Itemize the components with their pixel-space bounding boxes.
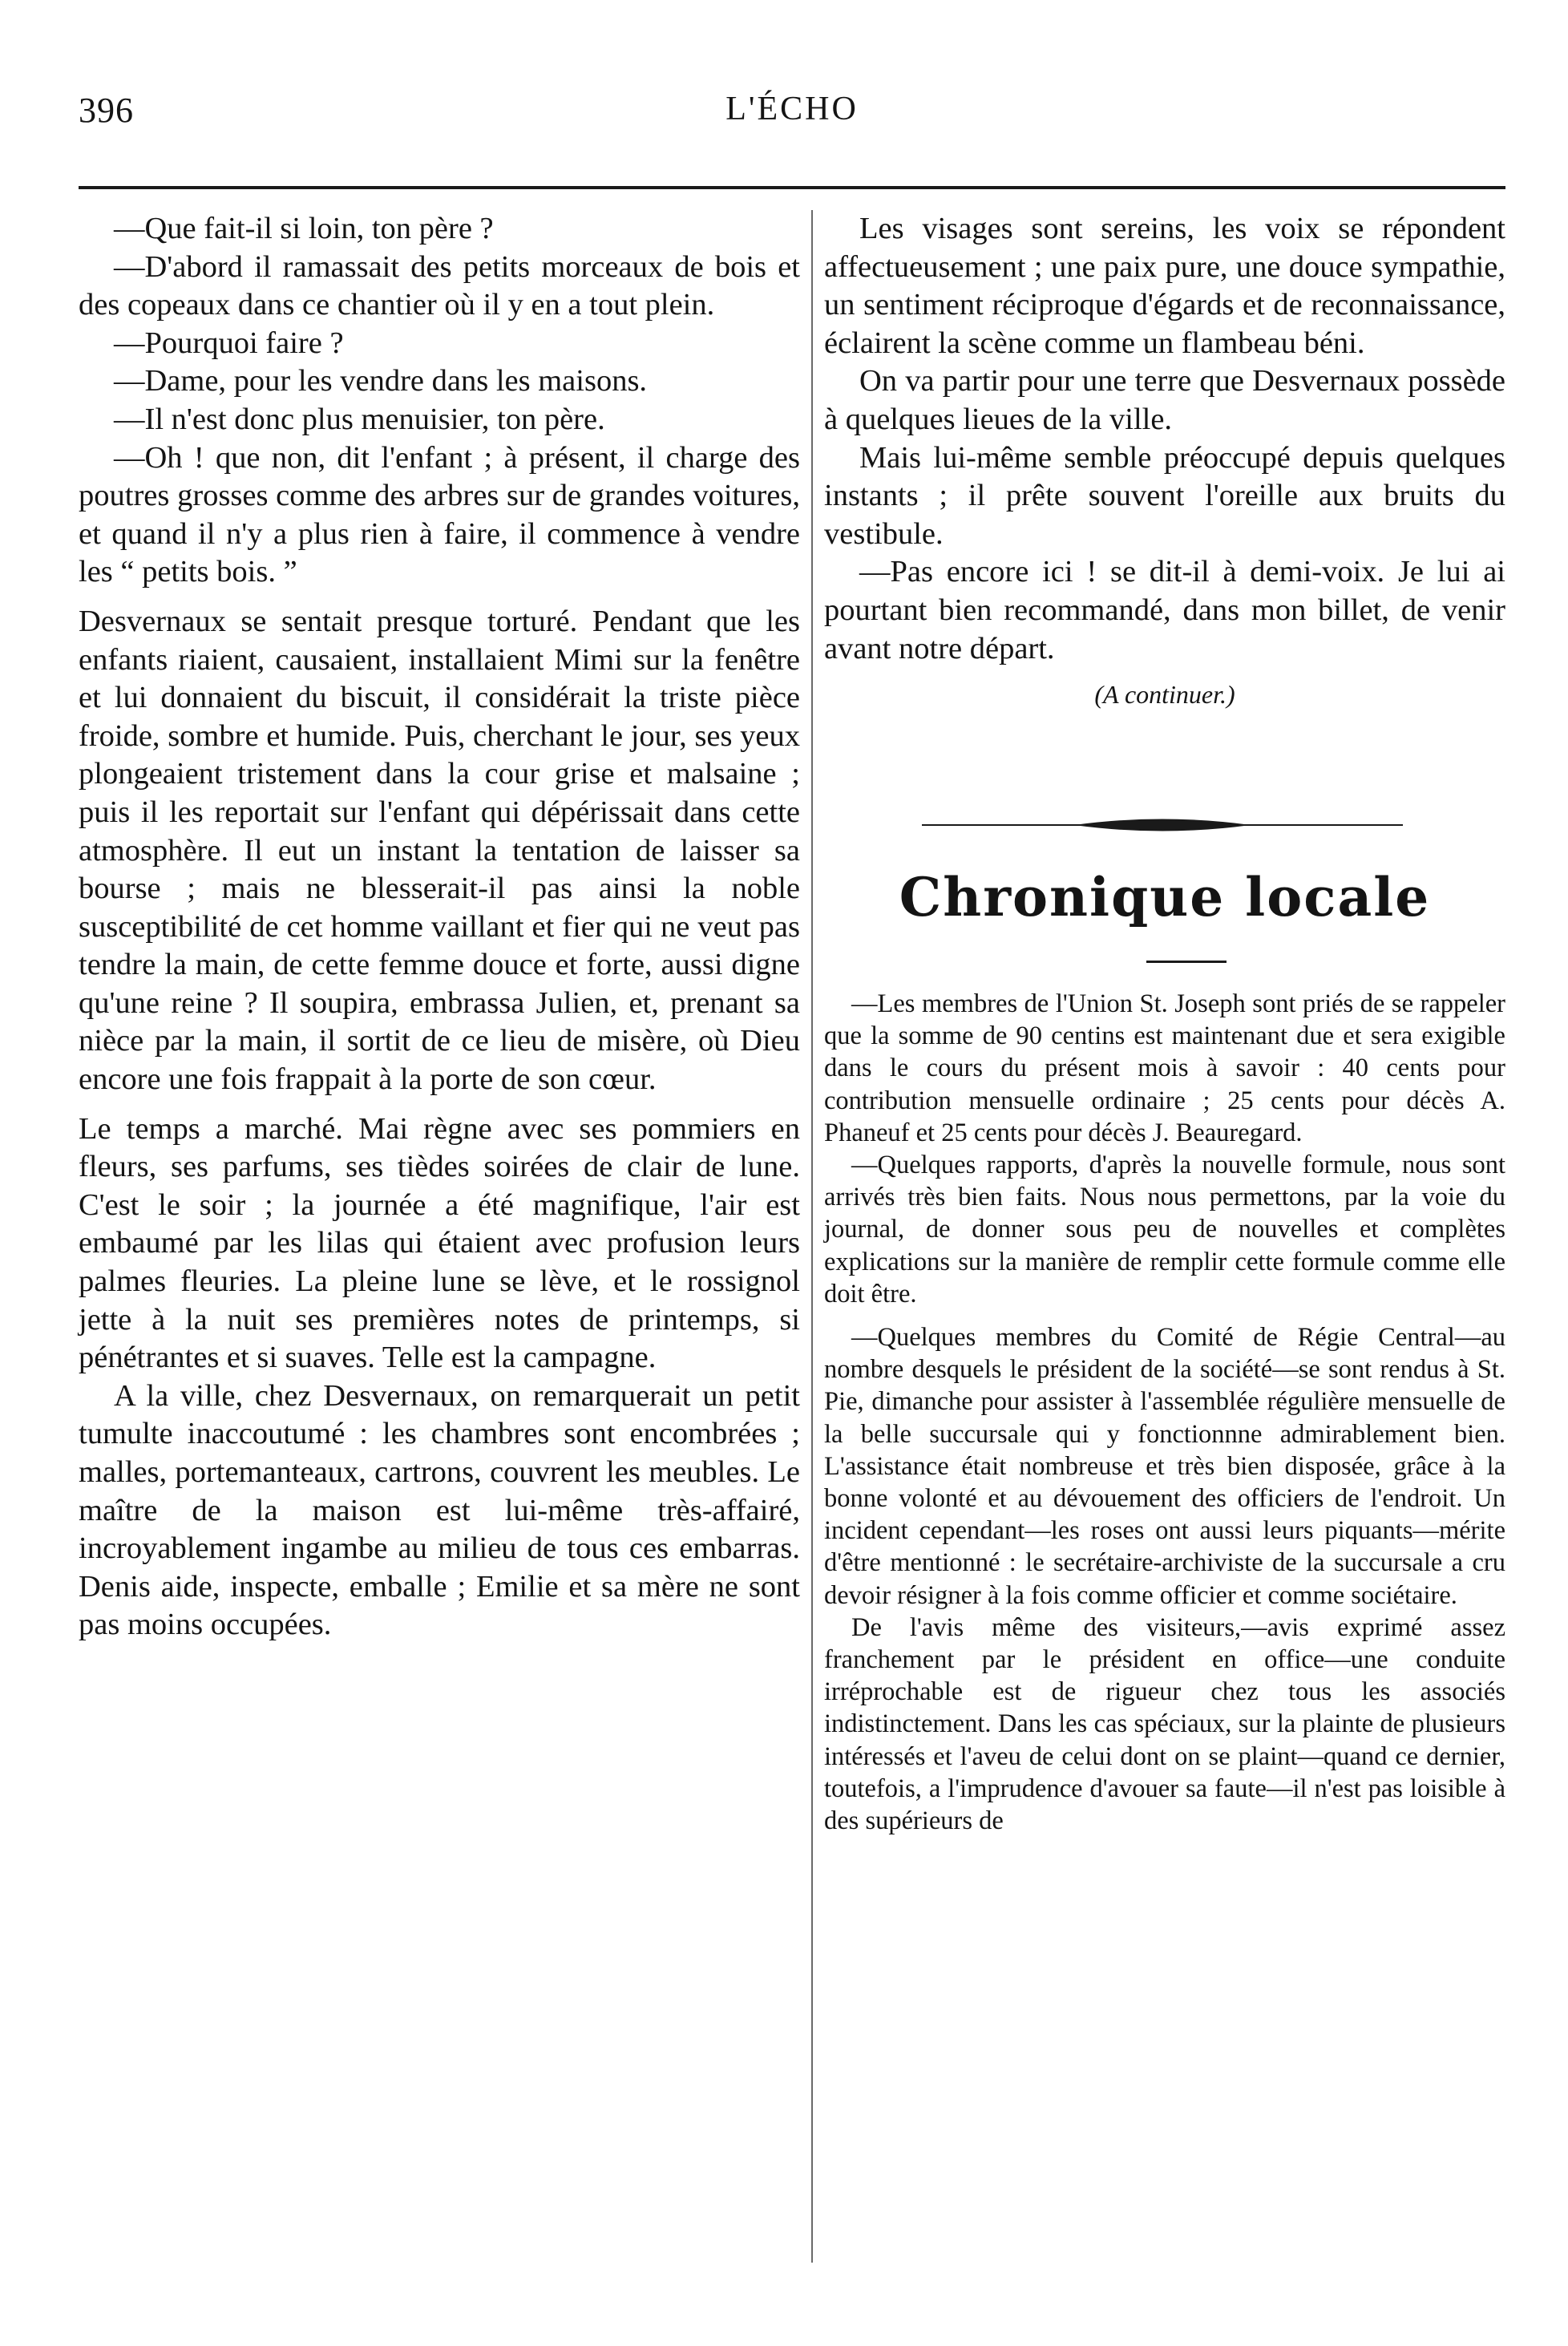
- story-paragraph: Desvernaux se sentait presque torturé. Pendant que les enfants riaient, causaient, installaient Mimi sur la fenêtre et lui donnaient du biscuit, il considérait la triste pièce froide, sombre et humide. Puis, cherchant le jour, ses yeux plongeaient tristement dans la cour grise et malsaine ; puis il les reportait sur l'enfant qui dépérissait dans cette atmosphère. Il eut un instant la tentation de laisser sa bourse ; mais ne blesserait-il pas ainsi la noble susceptibilité de cet homme vaillant et fier qui ne veut pas tendre la main, de cette femme douce et forte, aussi digne qu'une reine ? Il soupira, embrassa Julien, et, prenant sa nièce par la main, il sortit de ce lieu de misère, où Dieu encore une fois frappait à la porte de son cœur.: [79, 604, 800, 1097]
- local-news-column: [824, 988, 1505, 1837]
- story-paragraph: Mais lui-même semble préoccupé depuis quelques instants ; il prête souvent l'oreille aux bruits du vestibule.: [824, 440, 1505, 551]
- column-divider: [811, 210, 813, 2263]
- dialogue-paragraph: —D'abord il ramassait des petits morceaux de bois et des copeaux dans ce chantier où il y en a tout plein.: [79, 249, 800, 322]
- story-paragraph: A la ville, chez Desvernaux, on remarquerait un petit tumulte inaccoutumé : les chambres sont encombrées ; malles, portemanteaux, cartrons, couvrent les meubles. Le maître de la maison est lui-même très-affairé, incroyablement ingambe au milieu de tous ces embarras. Denis aide, inspecte, emballe ; Emilie et sa mère ne sont pas moins occupées.: [79, 1378, 800, 1642]
- story-paragraph: Les visages sont sereins, les voix se répondent affectueusement ; une paix pure, une douce sympathie, un sentiment réciproque d'égards et de reconnaissance, éclairent la scène comme un flambeau béni.: [824, 212, 1505, 360]
- page-number: 396: [79, 91, 134, 130]
- news-item: —Quelques membres du Comité de Régie Central—au nombre desquels le président de la société—se sont rendus à St. Pie, dimanche pour assister à l'assemblée régulière mensuelle de la belle succursale qui y fonctionnne admirablement bien. L'assistance était nombreuse et très bien disposée, grâce à la bonne volonté et au dévouement des officiers de l'endroit. Un incident cependant—les roses ont aussi leurs piquants—mérite d'être mentionné : le secrétaire-archiviste de la succursale a cru devoir résigner à la fois comme officier et comme sociétaire.: [824, 1323, 1505, 1610]
- heading-rule: [1146, 961, 1227, 963]
- news-item: —Quelques rapports, d'après la nouvelle formule, nous sont arrivés très bien faits. Nous nous permettons, par la voie du journal, de donner sous peu de nouvelles et complètes explications sur la manière de remplir cette formule comme elle doit être.: [824, 1151, 1505, 1309]
- story-paragraph: Le temps a marché. Mai règne avec ses pommiers en fleurs, ses parfums, ses tièdes soirées de clair de lune. C'est le soir ; la journée a été magnifique, l'air est embaumé par les lilas qui étaient avec profusion leurs palmes fleuries. La pleine lune se lève, et le rossignol jette à la nuit ses premières notes de printemps, si pénétrantes et si suaves. Telle est la campagne.: [79, 1111, 800, 1375]
- dialogue-paragraph: —Oh ! que non, dit l'enfant ; à présent, il charge des poutres grosses comme des arbres sur de grandes voitures, et quand il n'y a plus rien à faire, il commence à vendre les “ petits bois. ”: [79, 440, 800, 589]
- story-paragraph: On va partir pour une terre que Desvernaux possède à quelques lieues de la ville.: [824, 364, 1505, 436]
- dialogue-paragraph: —Dame, pour les vendre dans les maisons.: [114, 364, 648, 398]
- section-heading: Chronique locale: [899, 866, 1431, 928]
- left-column: [79, 210, 800, 1644]
- right-column-story: [824, 210, 1505, 714]
- dialogue-paragraph: —Pourquoi faire ?: [114, 326, 344, 360]
- section-ornament-rule: [922, 815, 1403, 835]
- running-title: L'ÉCHO: [725, 91, 859, 127]
- page-header: [79, 90, 1505, 138]
- story-paragraph: —Pas encore ici ! se dit-il à demi-voix. Je lui ai pourtant bien recommandé, dans mon billet, de venir avant notre départ.: [824, 555, 1505, 665]
- news-item: De l'avis même des visiteurs,—avis exprimé assez franchement par le président en office—une conduite irréprochable est de rigueur chez tous les associés indistinctement. Dans les cas spéciaux, sur la plainte de plusieurs intéressés et l'aveu de celui dont on se plaint—quand ce dernier, toutefois, a l'imprudence d'avouer sa faute—il n'est pas loisible à des supérieurs de: [824, 1612, 1505, 1836]
- news-item: —Les membres de l'Union St. Joseph sont priés de se rappeler que la somme de 90 centins est maintenant due et sera exigible dans le cours du présent mois à savoir : 40 cents pour contribution mensuelle ordinaire ; 25 cents pour décès A. Phaneuf et 25 cents pour décès J. Beauregard.: [824, 989, 1505, 1147]
- dialogue-paragraph: —Il n'est donc plus menuisier, ton père.: [114, 402, 605, 436]
- to-be-continued-note: (A continuer.): [1094, 680, 1235, 710]
- dialogue-paragraph: —Que fait-il si loin, ton père ?: [114, 212, 494, 245]
- header-rule: [79, 186, 1505, 189]
